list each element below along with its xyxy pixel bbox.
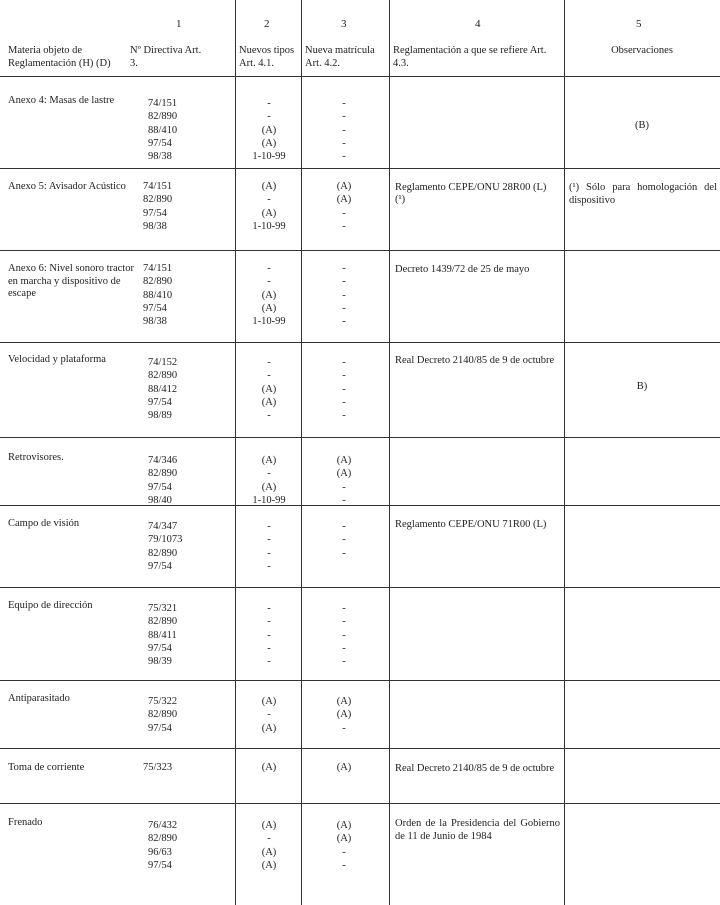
row-directiva: 97/54 — [148, 137, 172, 149]
row-directiva: 98/89 — [148, 410, 172, 422]
row-nuevos-tipos: 1-10-99 — [252, 494, 286, 506]
row-directiva: 82/890 — [148, 709, 178, 721]
row-reglamentacion: Real Decreto 2140/85 de 9 de octubre — [395, 763, 555, 774]
row-reglamentacion: Reglamento CEPE/ONU 28R00 (L) — [395, 182, 547, 193]
row-directiva: 82/890 — [143, 276, 173, 288]
column-number-4: 4 — [475, 18, 481, 30]
row-divider — [0, 437, 720, 438]
row-nuevos-tipos: - — [267, 629, 271, 641]
row-reglamentacion: Decreto 1439/72 de 25 de mayo — [395, 264, 530, 275]
row-directiva: 82/890 — [143, 194, 173, 206]
row-directiva: 98/38 — [148, 151, 172, 163]
column-divider — [235, 0, 236, 905]
column-number-1: 1 — [176, 18, 182, 30]
row-materia: Velocidad y plataforma — [8, 354, 106, 365]
column-number-5: 5 — [636, 18, 642, 30]
row-nuevos-tipos: (A) — [261, 696, 277, 707]
row-materia: Toma de corriente — [8, 762, 85, 773]
row-nuevos-tipos: (A) — [261, 124, 277, 136]
row-nueva-matricula: - — [342, 846, 346, 858]
row-directiva: 82/890 — [148, 468, 178, 480]
row-materia: Anexo 6: Nivel sonoro tractor en marcha y dispositivo de escape — [8, 263, 134, 299]
row-nuevos-tipos: - — [267, 194, 271, 206]
row-nueva-matricula: - — [342, 722, 346, 734]
column-divider — [301, 0, 302, 905]
row-divider — [0, 342, 720, 343]
header-nuevos-tipos: Nuevos tipos Art. 4.1. — [239, 45, 295, 69]
row-nuevos-tipos: (A) — [261, 722, 277, 734]
row-nuevos-tipos: (A) — [261, 396, 277, 408]
row-nueva-matricula: - — [342, 410, 346, 422]
row-materia: Antiparasitado — [8, 693, 70, 704]
row-directiva: 82/890 — [148, 111, 178, 123]
row-nuevos-tipos: - — [267, 534, 271, 546]
row-nuevos-tipos: - — [267, 833, 271, 845]
row-nuevos-tipos: (A) — [261, 137, 277, 149]
row-directiva: 76/432 — [148, 820, 178, 831]
header-reglamentacion: Reglamentación a que se refiere Art. 4.3. — [393, 45, 547, 69]
row-nueva-matricula: - — [342, 276, 346, 288]
row-nueva-matricula: (A) — [336, 709, 352, 721]
row-nueva-matricula: - — [342, 111, 346, 123]
row-nueva-matricula: - — [342, 98, 346, 109]
row-reglamentacion: Orden de la Presidencia del Gobierno de 11 de Junio de 1984 — [395, 818, 560, 842]
row-nuevos-tipos: - — [267, 603, 271, 614]
row-nuevos-tipos: (A) — [261, 302, 277, 314]
row-nueva-matricula: - — [342, 220, 346, 232]
row-materia: Campo de visión — [8, 518, 80, 529]
row-directiva: 75/321 — [148, 603, 178, 614]
column-divider — [389, 0, 390, 905]
row-nueva-matricula: - — [342, 642, 346, 654]
row-nuevos-tipos: - — [267, 410, 271, 422]
row-nuevos-tipos: (A) — [261, 455, 277, 466]
row-materia: Anexo 5: Avisador Acústico — [8, 181, 126, 192]
row-directiva: 97/54 — [143, 207, 167, 219]
row-directiva: 74/152 — [148, 357, 178, 368]
row-materia: Equipo de dirección — [8, 600, 93, 611]
row-reglamentacion: Real Decreto 2140/85 de 9 de octubre — [395, 355, 555, 366]
row-nuevos-tipos: - — [267, 370, 271, 382]
row-observaciones: (¹) Sólo para homologación del dispositivo — [569, 182, 717, 206]
row-directiva: 97/54 — [148, 642, 172, 654]
row-nueva-matricula: (A) — [336, 696, 352, 707]
row-observaciones: B) — [636, 381, 648, 392]
row-divider — [0, 680, 720, 681]
row-directiva: 75/322 — [148, 696, 178, 707]
row-nueva-matricula: (A) — [336, 181, 352, 192]
row-directiva: 97/54 — [143, 302, 167, 314]
row-directiva: 98/39 — [148, 656, 172, 668]
row-directiva: 98/38 — [143, 220, 167, 232]
row-nueva-matricula: (A) — [336, 820, 352, 831]
row-directiva: 74/151 — [143, 263, 173, 274]
row-nuevos-tipos: (A) — [261, 207, 277, 219]
row-directiva: 74/346 — [148, 455, 178, 466]
row-divider — [0, 748, 720, 749]
row-directiva: 97/54 — [148, 560, 172, 572]
row-nuevos-tipos: (A) — [261, 481, 277, 493]
row-nuevos-tipos: - — [267, 276, 271, 288]
row-nueva-matricula: - — [342, 289, 346, 301]
row-directiva: 74/347 — [148, 521, 178, 532]
row-directiva: 82/890 — [148, 833, 178, 845]
row-nuevos-tipos: - — [267, 357, 271, 368]
row-nueva-matricula: (A) — [336, 833, 352, 845]
row-directiva: 97/54 — [148, 396, 172, 408]
row-nuevos-tipos: (A) — [261, 762, 277, 773]
row-nuevos-tipos: (A) — [261, 859, 277, 871]
row-nueva-matricula: - — [342, 263, 346, 274]
row-nuevos-tipos: - — [267, 468, 271, 480]
row-nueva-matricula: - — [342, 137, 346, 149]
row-directiva: 88/411 — [148, 629, 177, 641]
row-nuevos-tipos: (A) — [261, 289, 277, 301]
row-nuevos-tipos: (A) — [261, 181, 277, 192]
row-nueva-matricula: - — [342, 603, 346, 614]
row-nuevos-tipos: - — [267, 709, 271, 721]
row-nueva-matricula: - — [342, 357, 346, 368]
row-nueva-matricula: (A) — [336, 194, 352, 206]
row-nueva-matricula: - — [342, 383, 346, 395]
row-directiva: 74/151 — [143, 181, 173, 192]
row-nueva-matricula: - — [342, 534, 346, 546]
row-nuevos-tipos: (A) — [261, 846, 277, 858]
row-nueva-matricula: - — [342, 316, 346, 328]
row-directiva: 75/323 — [143, 762, 173, 773]
header-materia: Materia objeto de Reglamentación (H) (D) — [8, 45, 111, 69]
row-directiva: 88/410 — [148, 124, 178, 136]
row-directiva: 88/410 — [143, 289, 173, 301]
row-directiva: 82/890 — [148, 370, 178, 382]
row-directiva: 97/54 — [148, 722, 172, 734]
row-nueva-matricula: (A) — [336, 468, 352, 480]
row-observaciones: (B) — [635, 120, 649, 131]
row-nueva-matricula: - — [342, 151, 346, 163]
row-directiva: 88/412 — [148, 383, 178, 395]
row-nueva-matricula: - — [342, 370, 346, 382]
row-divider — [0, 168, 720, 169]
row-nueva-matricula: - — [342, 547, 346, 559]
row-nueva-matricula: - — [342, 656, 346, 668]
row-directiva: 82/890 — [148, 547, 178, 559]
row-nuevos-tipos: 1-10-99 — [252, 151, 286, 163]
row-nueva-matricula: (A) — [336, 762, 352, 773]
row-nuevos-tipos: (A) — [261, 820, 277, 831]
row-nueva-matricula: - — [342, 494, 346, 506]
row-nuevos-tipos: - — [267, 642, 271, 654]
header-directiva: Nº Directiva Art. 3. — [130, 45, 202, 69]
column-number-2: 2 — [264, 18, 270, 30]
column-divider — [564, 0, 565, 905]
row-nuevos-tipos: - — [267, 547, 271, 559]
row-nueva-matricula: - — [342, 481, 346, 493]
row-divider — [0, 250, 720, 251]
row-divider — [0, 587, 720, 588]
row-nueva-matricula: - — [342, 302, 346, 314]
row-nueva-matricula: - — [342, 124, 346, 136]
row-reglamentacion-note: (¹) — [395, 194, 406, 205]
header-nueva-matricula: Nueva matrícula Art. 4.2. — [305, 45, 375, 69]
row-nuevos-tipos: - — [267, 98, 271, 109]
row-directiva: 82/890 — [148, 616, 178, 628]
row-nueva-matricula: - — [342, 396, 346, 408]
header-rule — [0, 76, 720, 77]
row-directiva: 97/54 — [148, 859, 172, 871]
row-nuevos-tipos: - — [267, 521, 271, 532]
row-nuevos-tipos: - — [267, 616, 271, 628]
row-nueva-matricula: - — [342, 629, 346, 641]
column-number-3: 3 — [341, 18, 347, 30]
row-directiva: 98/38 — [143, 316, 167, 328]
row-nueva-matricula: (A) — [336, 455, 352, 466]
row-materia: Anexo 4: Masas de lastre — [8, 95, 115, 106]
row-nuevos-tipos: (A) — [261, 383, 277, 395]
row-nueva-matricula: - — [342, 207, 346, 219]
row-directiva: 96/63 — [148, 846, 172, 858]
row-nuevos-tipos: - — [267, 111, 271, 123]
row-reglamentacion: Reglamento CEPE/ONU 71R00 (L) — [395, 519, 547, 530]
row-directiva: 98/40 — [148, 494, 172, 506]
row-directiva: 79/1073 — [148, 534, 183, 546]
row-materia: Retrovisores. — [8, 452, 64, 463]
row-nuevos-tipos: 1-10-99 — [252, 220, 286, 232]
row-directiva: 74/151 — [148, 98, 178, 109]
row-divider — [0, 803, 720, 804]
row-nuevos-tipos: - — [267, 263, 271, 274]
row-nuevos-tipos: - — [267, 656, 271, 668]
row-nuevos-tipos: 1-10-99 — [252, 316, 286, 328]
row-nueva-matricula: - — [342, 859, 346, 871]
row-materia: Frenado — [8, 817, 43, 828]
row-nueva-matricula: - — [342, 521, 346, 532]
row-directiva: 97/54 — [148, 481, 172, 493]
header-observaciones: Observaciones — [611, 45, 673, 56]
row-nueva-matricula: - — [342, 616, 346, 628]
row-nuevos-tipos: - — [267, 560, 271, 572]
